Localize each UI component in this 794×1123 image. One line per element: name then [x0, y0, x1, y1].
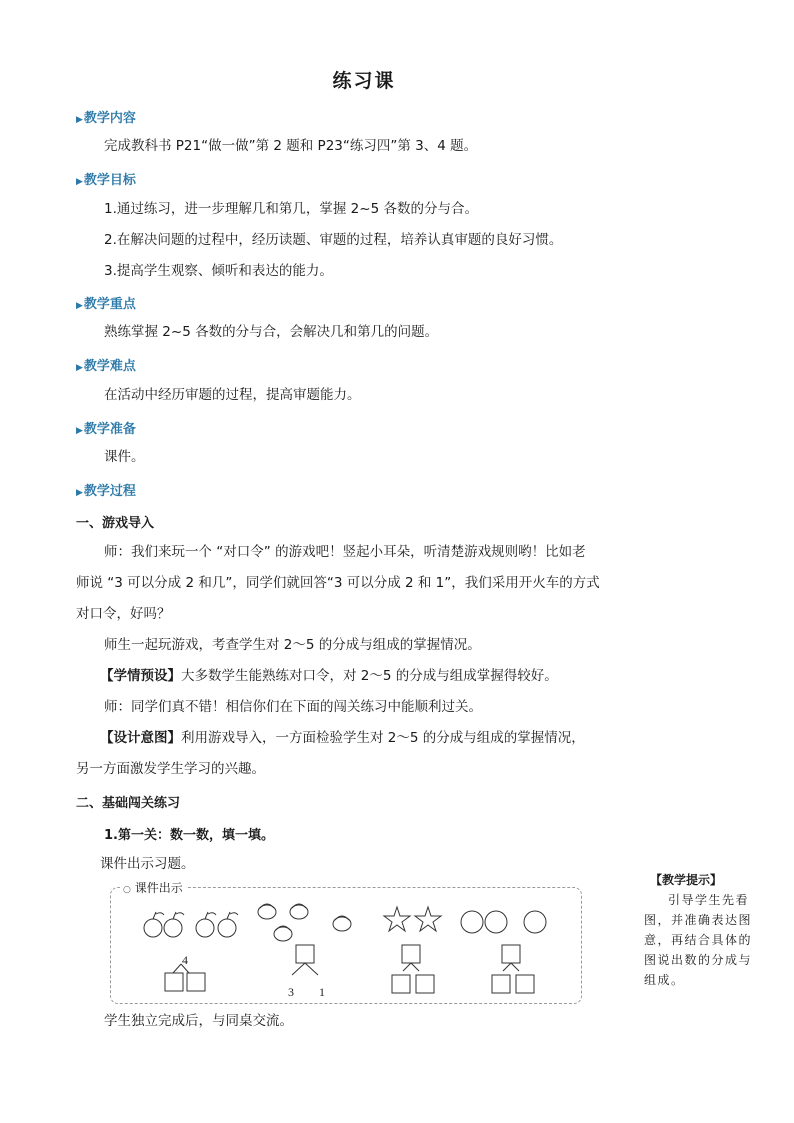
answer-box[interactable] — [392, 975, 410, 993]
triangle-bullet-icon: ▶ — [76, 177, 83, 187]
answer-box[interactable] — [492, 975, 510, 993]
part1-heading: 一、游戏导入 — [76, 516, 155, 531]
design-text: 利用游戏导入，一方面检验学生对 2～5 的分成与组成的掌握情况， — [181, 730, 585, 746]
star-icon — [415, 907, 441, 931]
triangle-bullet-icon: ▶ — [76, 426, 83, 436]
apple-icon — [196, 912, 216, 937]
design-paragraph — [100, 729, 585, 747]
apple-icon — [164, 912, 184, 937]
section-heading-keypoints: ▶教学重点 — [76, 297, 136, 312]
goal-item: 2.在解决问题的过程中，经历读题、审题的过程，培养认真审题的良好习惯。 — [104, 232, 563, 248]
preset-text: 大多数学生能熟练对口令，对 2～5 的分成与组成掌握得较好。 — [181, 668, 558, 684]
section-heading-goals: ▶教学目标 — [76, 173, 136, 188]
section-heading-content: ▶教学内容 — [76, 111, 136, 126]
teacher-line: 师：同学们真不错！相信你们在下面的闯关练习中能顺利过关。 — [104, 699, 482, 715]
circle-shape-icon — [485, 911, 507, 933]
tip-title: 【教学提示】 — [650, 873, 723, 887]
peach-icon — [258, 904, 276, 919]
paragraph-line: 对口令，好吗？ — [76, 606, 171, 622]
bond-top-number: 4 — [182, 953, 188, 967]
circle-shape-icon — [524, 911, 546, 933]
design-tag: 【设计意图】 — [100, 730, 181, 746]
section-heading-process: ▶教学过程 — [76, 484, 136, 499]
panel-dot-icon: ○ — [123, 885, 131, 895]
preset-tag: 【学情预设】 — [100, 668, 181, 684]
tip-body: 引导学生先看图，并准确表达图意，再结合具体的图说出数的分成与组成。 — [644, 893, 753, 987]
triangle-bullet-icon: ▶ — [76, 488, 83, 498]
courseware-line: 课件出示习题。 — [100, 856, 195, 872]
goal-item: 3.提高学生观察、倾听和表达的能力。 — [104, 263, 333, 279]
panel-label: ○ 课件出示 — [120, 879, 186, 896]
paragraph-line: 师：我们来玩一个 “对口令” 的游戏吧！竖起小耳朵，听清楚游戏规则哟！比如老 — [104, 544, 586, 560]
answer-box[interactable] — [165, 973, 183, 991]
triangle-bullet-icon: ▶ — [76, 301, 83, 311]
bond-right-number: 1 — [319, 985, 325, 999]
answer-box[interactable] — [402, 945, 420, 963]
part2-heading: 二、基础闯关练习 — [76, 796, 181, 811]
peach-icon — [333, 916, 351, 931]
triangle-bullet-icon: ▶ — [76, 363, 83, 373]
prep-text: 课件。 — [104, 449, 145, 465]
content-text: 完成教科书 P21“做一做”第 2 题和 P23“练习四”第 3、4 题。 — [104, 138, 478, 154]
paragraph-line: 师说 “3 可以分成 2 和几”，同学们就回答“3 可以分成 2 和 1”，我们采用开火车的方式 — [76, 575, 600, 591]
bond-left-number: 3 — [288, 985, 294, 999]
difficulty-text: 在活动中经历审题的过程，提高审题能力。 — [104, 387, 361, 403]
apple-icon — [218, 912, 238, 937]
keypoints-text: 熟练掌握 2~5 各数的分与合，会解决几和第几的问题。 — [104, 324, 439, 340]
after-exercise-line: 学生独立完成后，与同桌交流。 — [104, 1013, 293, 1029]
page-title: 练习课 — [332, 70, 396, 92]
level1-heading: 1.第一关：数一数，填一填。 — [104, 828, 274, 843]
apple-icon — [144, 912, 164, 937]
answer-box[interactable] — [416, 975, 434, 993]
teaching-tip — [644, 870, 762, 990]
circle-shape-icon — [461, 911, 483, 933]
star-icon — [384, 907, 410, 931]
section-heading-prep: ▶教学准备 — [76, 422, 136, 437]
peach-icon — [290, 904, 308, 919]
design-text-line2: 另一方面激发学生学习的兴趣。 — [76, 761, 265, 777]
answer-box[interactable] — [516, 975, 534, 993]
triangle-bullet-icon: ▶ — [76, 115, 83, 125]
answer-box[interactable] — [502, 945, 520, 963]
section-heading-difficulty: ▶教学难点 — [76, 359, 136, 374]
peach-icon — [274, 926, 292, 941]
paragraph-line: 师生一起玩游戏，考查学生对 2～5 的分成与组成的掌握情况。 — [104, 637, 481, 653]
answer-box[interactable] — [296, 945, 314, 963]
exercise-figure — [110, 887, 580, 1002]
preset-paragraph — [100, 667, 558, 685]
goal-item: 1.通过练习，进一步理解几和第几，掌握 2~5 各数的分与合。 — [104, 201, 478, 217]
answer-box[interactable] — [187, 973, 205, 991]
